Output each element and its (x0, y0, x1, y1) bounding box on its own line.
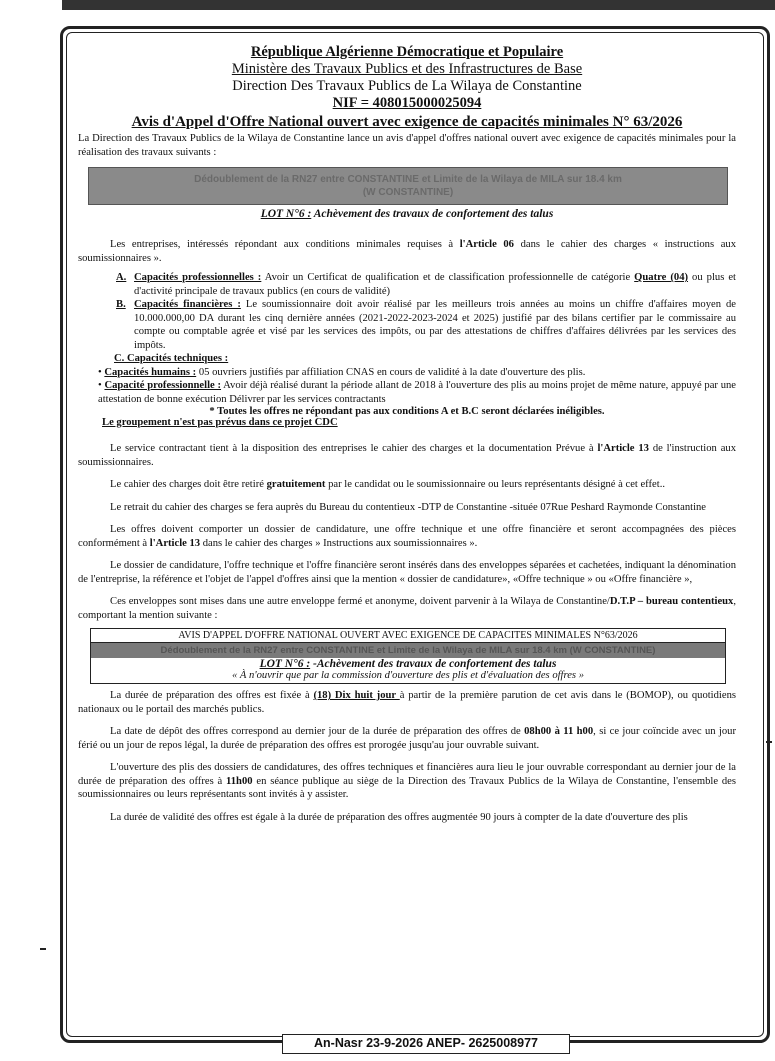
capacities-list (116, 271, 736, 352)
intro-paragraph: La Direction des Travaux Publics de la Wilaya de Constantine lance un avis d'appel d'offres national ouvert avec exigence de capacités minimales pour la réalisation des travaux suivants : (78, 133, 736, 158)
ineligibility-note: * Toutes les offres ne répondant pas aux conditions A et B.C seront déclarées inéligibles. (209, 406, 605, 417)
paragraph-ouverture: L'ouverture des plis des dossiers de candidatures, des offres techniques et financières aura lieu le jour ouvrable correspondant au dernier jour de la durée de préparation des offres à 11h00 en séance publique au siège de la Direction des Travaux Publics de la Wilaya de Constantine, l'ensemble des soumissionnaires ou leurs représentants sont invités à y assister. (78, 762, 736, 800)
paragraph-duree: La durée de préparation des offres est fixée à (18) Dix huit jour à partir de la première parution de cet avis dans le (BOMOP), ou quotidiens nationaux ou le portail des marchés publics. (78, 690, 736, 715)
capacity-c2: • Capacité professionnelle : Avoir déjà réalisé durant la période allant de 2018 à l'ouverture des plis au moins projet de même nature, appuyé par une attestation de bonne exécution Délivrer par les services contractants (98, 380, 737, 405)
nif-line: NIF = 408015000025094 (332, 95, 482, 111)
groupement-note: Le groupement n'est pas prévus dans ce projet CDC (102, 417, 338, 428)
letterhead (78, 44, 736, 112)
capacity-a: A. Capacités professionnelles : Avoir un Certificat de qualification et de classification professionnelle de catégorie Quatre (04) ou plus et d'activité principale de travaux publics (en cours de validité) (116, 272, 736, 297)
project-banner (88, 167, 728, 205)
conditions-intro: Les entreprises, intéressés répondant aux conditions minimales requises à l'Article 06 dans le cahier des charges « instructions aux soumissionnaires ». (78, 239, 736, 264)
project-line-2: (W CONSTANTINE) (362, 187, 454, 198)
margin-mark (766, 741, 772, 743)
paragraph-enveloppes: Ces enveloppes sont mises dans une autre enveloppe fermé et anonyme, doivent parvenir à la Wilaya de Constantine/D.T.P – bureau contentieux, comportant la mention suivante : (78, 596, 736, 621)
lot-title (78, 208, 736, 220)
box-lot-title: LOT N°6 : -Achèvement des travaux de confortement des talus (259, 658, 557, 670)
ministry-line: Ministère des Travaux Publics et des Infrastructures de Base (231, 61, 583, 77)
paragraph-validite: La durée de validité des offres est égale à la durée de préparation des offres augmentée 90 jours à compter de la date d'ouverture des plis (110, 811, 688, 823)
republic-line: République Algérienne Démocratique et Populaire (250, 44, 564, 60)
capacity-c1: • Capacités humains : 05 ouvriers justifiés par affiliation CNAS en cours de validité à la date d'ouverture des plis. (98, 366, 586, 378)
paragraph-depot: La date de dépôt des offres correspond au dernier jour de la durée de préparation des offres de 08h00 à 11 h00, si ce jour coïncide avec un jour férié ou un jour de repos légal, la durée de préparation des offres est prorogée jusqu'au jour ouvrable suivant. (78, 726, 736, 751)
direction-line: Direction Des Travaux Publics de La Wilaya de Constantine (232, 78, 582, 94)
lot-label: LOT N°6 : (260, 208, 312, 220)
envelope-mention-box (90, 628, 726, 684)
paragraph-bureau: Le retrait du cahier des charges se fera auprès du Bureau du contentieux -DTP de Constantine -située 07Rue Peshard Raymonde Constantine (110, 501, 707, 513)
notice-content (78, 44, 736, 824)
paragraph-documentation: Le service contractant tient à la disposition des entreprises le cahier des charges et la documentation Prévue à l'Article 13 de l'instruction aux soumissionnaires. (78, 443, 736, 468)
paragraph-dossier: Le dossier de candidature, l'offre technique et l'offre financière seront insérés dans des enveloppes séparées et cachetées, indiquant la dénomination de l'entreprise, la référence et l'objet de l'appel d'offres ainsi que la mention « dossier de candidature», «Offre technique » ou «Offre financière », (78, 560, 736, 585)
paragraph-retrait: Le cahier des charges doit être retiré gratuitement par le candidat ou le soumissionnaire ou leurs représentants désigné à cet effet.. (110, 479, 665, 490)
lot-description: Achèvement des travaux de confortement des talus (313, 208, 554, 220)
box-quote: « À n'ouvrir que par la commission d'ouverture des plis et d'évaluation des offres » (231, 670, 585, 681)
notice-title: Avis d'Appel d'Offre National ouvert avec exigence de capacités minimales N° 63/2026 (131, 114, 683, 130)
box-header: AVIS D'APPEL D'OFFRE NATIONAL OUVERT AVEC EXIGENCE DE CAPACITES MINIMALES N°63/2026 (91, 629, 725, 643)
capacity-c-title: C. Capacités techniques : (114, 353, 229, 364)
margin-mark (40, 948, 46, 950)
top-border-bar (62, 0, 775, 10)
box-project-banner: Dédoublement de la RN27 entre CONSTANTINE et Limite de la Wilaya de MILA sur 18.4 km (W CONSTANTINE) (91, 643, 725, 658)
publication-footer: An-Nasr 23-9-2026 ANEP- 2625008977 (282, 1034, 570, 1054)
capacity-b: B. Capacités financières : Le soumissionnaire doit avoir réalisé par les meilleurs trois années au moins un chiffre d'affaires moyen de 10.000.000,00 DA durant les cinq dernière années (2021-2022-2023-2024 et 2025) justifié par des bilans certifier par le commissaire au compte ou comptable agrée et visé par les services des impôts, ou par des attestations de chiffres d'affaires délivrées par les services des impôts. (116, 299, 736, 351)
paragraph-offres: Les offres doivent comporter un dossier de candidature, une offre technique et une offre financière et seront accompagnées des pièces conformément à l'Article 13 dans le cahier des charges » Instructions aux soumissionnaires ». (78, 524, 736, 549)
project-line-1: Dédoublement de la RN27 entre CONSTANTINE et Limite de la Wilaya de MILA sur 18.4 km (194, 174, 622, 185)
